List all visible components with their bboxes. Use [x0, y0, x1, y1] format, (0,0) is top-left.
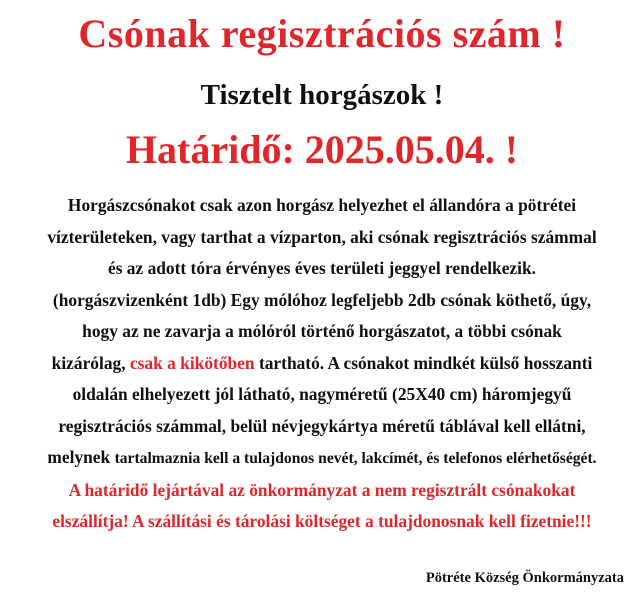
body-line: és az adott tóra érvényes éves területi jeggyel rendelkezik. [107, 258, 537, 278]
body-line: Horgászcsónakot csak azon horgász helyezhet el állandóra a pötrétei [67, 195, 577, 215]
body-line [10, 348, 634, 380]
body-line: hogy az ne zavarja a mólóról történő horgászatot, a többi csónak [82, 321, 562, 341]
warning-line: elszállítja! A szállítási és tárolási költséget a tulajdonosnak kell fizetnie!!! [52, 511, 592, 531]
signature [426, 568, 624, 588]
body-line: oldalán elhelyezett jól látható, nagyméretű (25X40 cm) háromjegyű [72, 384, 572, 404]
greeting-heading [0, 77, 644, 113]
harbor-highlight: csak a kikötőben [129, 352, 255, 373]
warning-line: A határidő lejártával az önkormányzat a nem regisztrált csónakokat [68, 479, 576, 500]
deadline-label: Határidő: [125, 127, 295, 172]
page-title [0, 10, 644, 58]
body-line [10, 442, 634, 475]
body-line: vízterületeken, vagy tarthat a vízparton, aki csónak regisztrációs számmal [47, 226, 597, 247]
deadline-date: 2025.05.04. ! [304, 127, 519, 172]
body-text-segment: tartalmaznia kell a tulajdonos nevét, lakcímét, és telefonos elérhetőségét. [114, 450, 597, 467]
greeting-text: Tisztelt horgászok ! [200, 79, 444, 111]
signature-text: Pötréte Község Önkormányzata [425, 570, 624, 586]
notice-body [10, 190, 634, 538]
body-line: regisztrációs számmal, belül névjegykártya méretű táblával kell ellátni, [58, 415, 586, 436]
body-text-segment: kizárólag, [51, 352, 130, 373]
body-line: (horgászvizenként 1db) Egy mólóhoz legfeljebb 2db csónak köthető, úgy, [52, 289, 592, 310]
body-text-segment: melynek [47, 447, 115, 467]
title-text: Csónak regisztrációs szám ! [78, 11, 566, 56]
deadline-heading [0, 126, 644, 174]
body-text-segment: tartható. A csónakot mindkét külső hosszanti [254, 352, 593, 373]
